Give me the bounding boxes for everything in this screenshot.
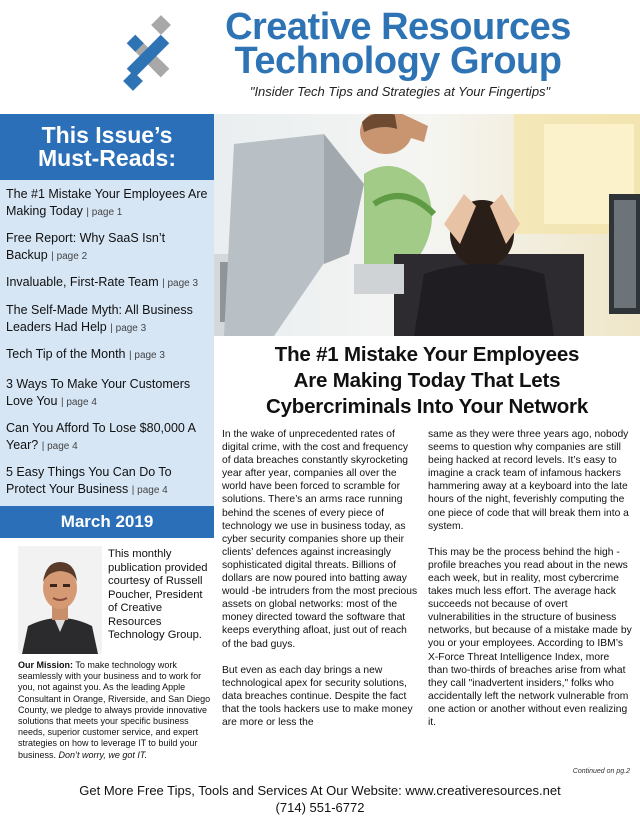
article-paragraph: In the wake of unprecedented rates of digital crime, with the cost and frequency of data breaches constantly skyrocketing year after year, companies all over the world have been forced to scramble for solutions. There’s an arms race running behind the scenes of every piece of technology we use in business today, as cyber security companies shore up their clients’ defences against increasingly sophisticated digital threats. Billions of dollars are now poured into batting away would -be intruders from the most precious assets on global networks: most of the money directed toward the software that keeps everything afloat, just out of reach of the bad guys. [222, 429, 418, 650]
toc-item[interactable] [6, 346, 210, 364]
tagline: "Insider Tech Tips and Strategies at Your Fingertips" [249, 84, 551, 99]
article-paragraph: same as they were three years ago, nobody seems to question why companies are still being hacked at record levels. It’s easy to imagine a crack team of infamous hackers hammering away at a keyboard into the late hours of the night, feverishly computing the one piece of code that will break them into a system. [428, 429, 629, 532]
headline-line2: Are Making Today That Lets [293, 369, 561, 392]
toc-item[interactable] [6, 230, 210, 265]
courtesy-note: This monthly publication provided courtesy of Russell Poucher, President of Creative Resources Technology Group. [108, 548, 208, 641]
toc-item-title: Free Report: Why SaaS Isn’t Backup [6, 231, 166, 262]
headline-line3: Cybercriminals Into Your Network [265, 395, 589, 418]
article-paragraph: But even as each day brings a new technological apex for security solutions, data breaches continue. Despite the fact that the tools hackers use to make money are more or less the [222, 664, 413, 728]
toc-item[interactable] [6, 464, 210, 499]
article-paragraph: This may be the process behind the high -profile breaches you read about in the news each week, but in reality, most cybercrime takes much less effort. The average hack succeeds not because of overt vulnerabilities in the structure of business networks, but because of a mistake made by you or your employees. According to IBM’s X-Force Threat Intelligence Index, more than two-thirds of breaches arise from what they call "inadvertent insiders," folks who accidentally left the network vulnerable from one action or another without even realizing it. [428, 546, 632, 728]
president-portrait [18, 546, 102, 654]
toc-item-page: | page 3 [162, 278, 199, 289]
toc-item-title: 3 Ways To Make Your Customers Love You [6, 377, 191, 408]
must-reads-heading [0, 114, 214, 180]
footer-phone[interactable]: (714) 551-6772 [275, 800, 365, 815]
mission-tail: Don’t worry, we got IT. [58, 749, 148, 760]
toc-item-title: The #1 Mistake Your Employees Are Making Today [6, 187, 208, 218]
mission-label: Our Mission: [18, 660, 74, 670]
footer-website-line[interactable]: Get More Free Tips, Tools and Services At Our Website: www.creativeresources.net [79, 783, 561, 798]
toc-item[interactable] [6, 376, 210, 411]
toc-item-title: 5 Easy Things You Can Do To Protect Your Business [6, 465, 172, 496]
continued-note[interactable]: Continued on pg.2 [572, 768, 630, 775]
toc-item-page: | page 3 [110, 323, 147, 334]
toc-item[interactable] [6, 274, 210, 292]
toc-item[interactable] [6, 420, 210, 455]
issue-date-banner: March 2019 [0, 506, 214, 538]
toc-item[interactable] [6, 186, 210, 221]
newsletter-title: Creative Resources Technology Group [225, 6, 571, 82]
article-headline [222, 342, 632, 420]
company-logo [116, 14, 180, 98]
mission-text: To make technology work seamlessly with your business and to work for you, not against you. As the leading Apple Consultant in Orange, Riverside, and San Diego County, we pledge to always provide innovative solutions that meets your specific business needs, superior customer service, and expert strategies on how to leverage IT to build your business. [18, 660, 211, 760]
footer [0, 782, 640, 816]
toc-item-title: Can You Afford To Lose $80,000 A Year? [6, 421, 196, 452]
toc-item[interactable] [6, 302, 210, 337]
table-of-contents [0, 180, 214, 506]
article-column-left [222, 428, 418, 742]
toc-item-page: | page 1 [86, 207, 123, 218]
toc-item-page: | page 4 [60, 397, 97, 408]
toc-item-page: | page 2 [51, 251, 88, 262]
must-reads-heading-line2: Must-Reads: [37, 145, 176, 171]
toc-item-title: Tech Tip of the Month [6, 347, 126, 361]
toc-item-page: | page 4 [131, 485, 168, 496]
must-reads-heading-line1: This Issue’s [41, 122, 173, 148]
toc-item-title: Invaluable, First-Rate Team [6, 275, 159, 289]
toc-item-page: | page 4 [41, 441, 78, 452]
mission-statement [18, 660, 214, 761]
toc-item-title: The Self-Made Myth: All Business Leaders Had Help [6, 303, 193, 334]
toc-item-page: | page 3 [129, 350, 165, 361]
headline-line1: The #1 Mistake Your Employees [274, 343, 580, 366]
article-column-right [428, 428, 632, 742]
stressed-employees-photo [214, 114, 640, 336]
